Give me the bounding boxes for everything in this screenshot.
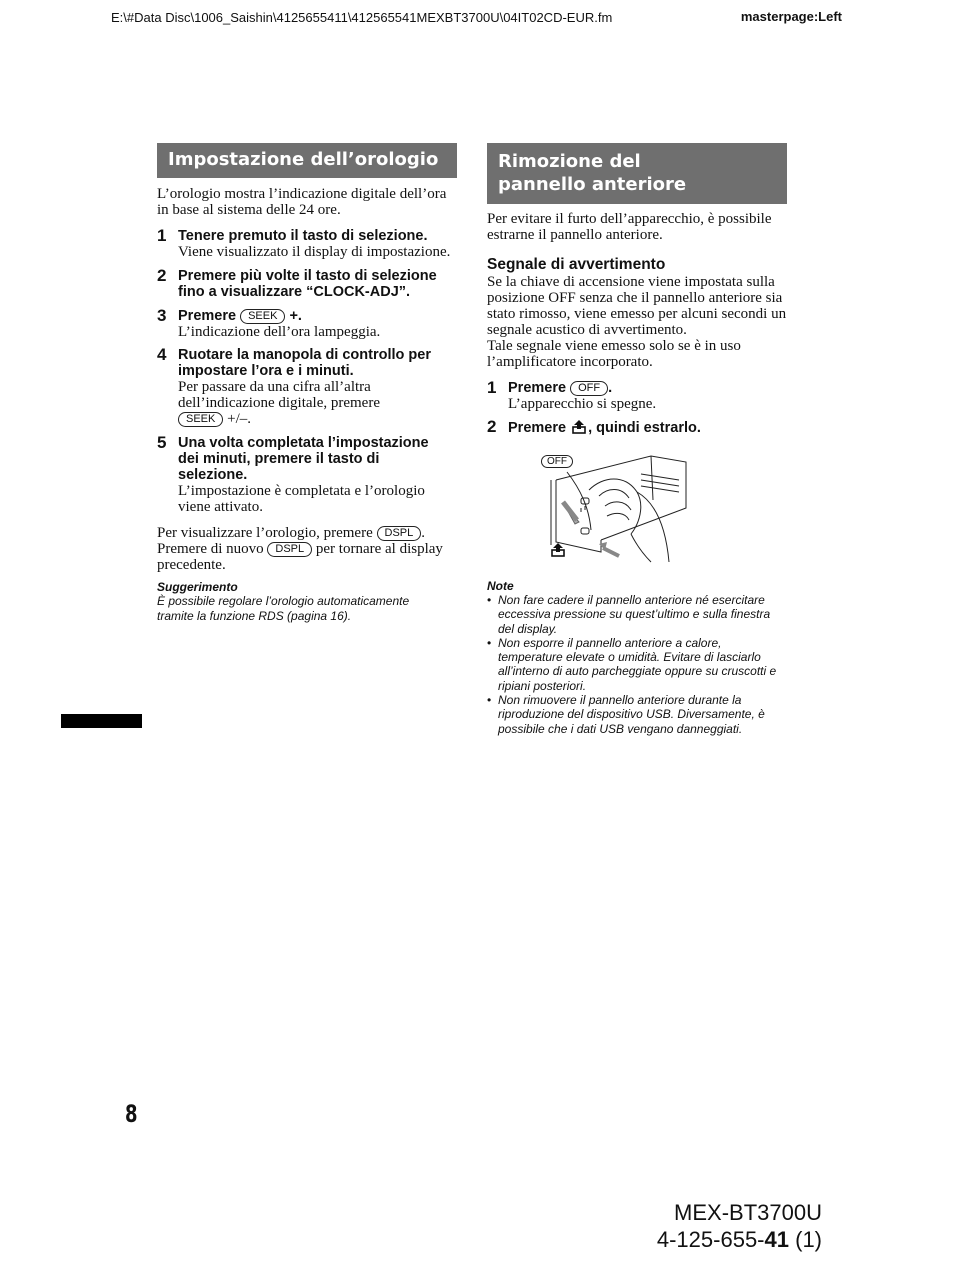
off-key-label: OFF <box>541 455 573 468</box>
release-icon <box>552 543 564 556</box>
step-body: L’indicazione dell’ora lampeggia. <box>178 324 381 340</box>
seek-key: SEEK <box>178 412 223 427</box>
warning-heading: Segnale di avvertimento <box>487 256 666 273</box>
off-key: OFF <box>570 381 608 396</box>
tip-heading: Suggerimento <box>157 580 238 594</box>
step-title: Ruotare la manopola di controllo per impostare l’ora e i minuti. <box>178 347 431 379</box>
left-column <box>157 143 457 623</box>
step-number: 5 <box>157 433 167 452</box>
seek-key: SEEK <box>240 309 285 324</box>
warning-text: Se la chiave di accensione viene impostata sulla posizione OFF senza che il pannello anteriore sia stato rimosso, viene emesso per alcuni secondi un segnale acustico di avvertimento. <box>487 274 787 338</box>
section-title-clock: Impostazione dell’orologio <box>157 143 457 178</box>
step-body: Viene visualizzato il display di impostazione. <box>178 244 451 260</box>
warning-text-2: Tale segnale viene emesso solo se è in uso l’amplificatore incorporato. <box>487 338 741 370</box>
step-number: 2 <box>157 266 167 285</box>
step-body: Per passare da una cifra all’altra dell’indicazione digitale, premere SEEK +/–. <box>178 379 380 427</box>
file-path: E:\#Data Disc\1006_Saishin\4125655411\412565541MEXBT3700U\04IT02CD-EUR.fm <box>111 10 613 25</box>
panel-illustration <box>541 450 691 565</box>
dspl-key: DSPL <box>377 526 422 541</box>
step-title: Premere OFF . <box>508 380 613 396</box>
masterpage-label: masterpage:Left <box>740 9 842 24</box>
step-number: 3 <box>157 306 167 325</box>
step-2 <box>487 419 787 436</box>
panel-intro: Per evitare il furto dell’apparecchio, è possibile estrarne il pannello anteriore. <box>487 211 772 243</box>
step-number: 1 <box>487 378 497 397</box>
step-number: 4 <box>157 345 167 364</box>
step-2 <box>157 268 457 300</box>
note-item: • Non fare cadere il pannello anteriore né esercitare eccessiva pressione su quest’ultimo e sulla finestra del display. <box>487 593 787 636</box>
step-4 <box>157 347 457 427</box>
model-block <box>657 1199 822 1253</box>
step-number: 1 <box>157 226 167 245</box>
step-title: Una volta completata l’impostazione dei minuti, premere il tasto di selezione. <box>178 435 429 483</box>
clock-intro: L’orologio mostra l’indicazione digitale dell’ora in base al sistema delle 24 ore. <box>157 186 447 218</box>
notes-section <box>487 579 787 736</box>
model-name: MEX-BT3700U <box>674 1200 822 1225</box>
step-3 <box>157 308 457 340</box>
notes-heading: Note <box>487 579 514 593</box>
step-title: Premere più volte il tasto di selezione fino a visualizzare “CLOCK-ADJ”. <box>178 268 437 300</box>
step-title: Tenere premuto il tasto di selezione. <box>178 228 428 244</box>
panel-removal-figure <box>541 450 691 565</box>
right-column <box>487 143 787 436</box>
dspl-key: DSPL <box>267 542 312 557</box>
note-item: • Non esporre il pannello anteriore a calore, temperature elevate o umidità. Evitare di lasciarlo all’interno di auto parcheggiate oppure su cruscotti e ripiani posteriori. <box>487 636 787 693</box>
step-title: Premere , quindi estrarlo. <box>508 420 701 436</box>
tip-text: È possibile regolare l’orologio automaticamente tramite la funzione RDS (pagina 16). <box>157 594 410 623</box>
step-1 <box>487 380 787 412</box>
clock-outro: Per visualizzare l’orologio, premere DSPL . Premere di nuovo DSPL per tornare al display precedente. <box>157 525 443 573</box>
document-code: 4-125-655-41 (1) <box>656 1227 822 1252</box>
notes-list <box>487 593 787 736</box>
section-title-panel: Rimozione del pannello anteriore <box>487 143 787 204</box>
note-item: • Non rimuovere il pannello anteriore durante la riproduzione del dispositivo USB. Diversamente, è possibile che i dati USB vengano danneggiati. <box>487 693 787 736</box>
step-1 <box>157 228 457 260</box>
release-icon <box>571 419 587 434</box>
step-5 <box>157 435 457 515</box>
step-title: Premere SEEK +. <box>178 308 302 324</box>
page-number: 8 <box>125 1100 138 1128</box>
section-tab-marker <box>61 714 142 728</box>
step-number: 2 <box>487 417 497 436</box>
step-body: L’apparecchio si spegne. <box>508 396 657 412</box>
step-body: L’impostazione è completata e l’orologio viene attivato. <box>178 483 425 515</box>
